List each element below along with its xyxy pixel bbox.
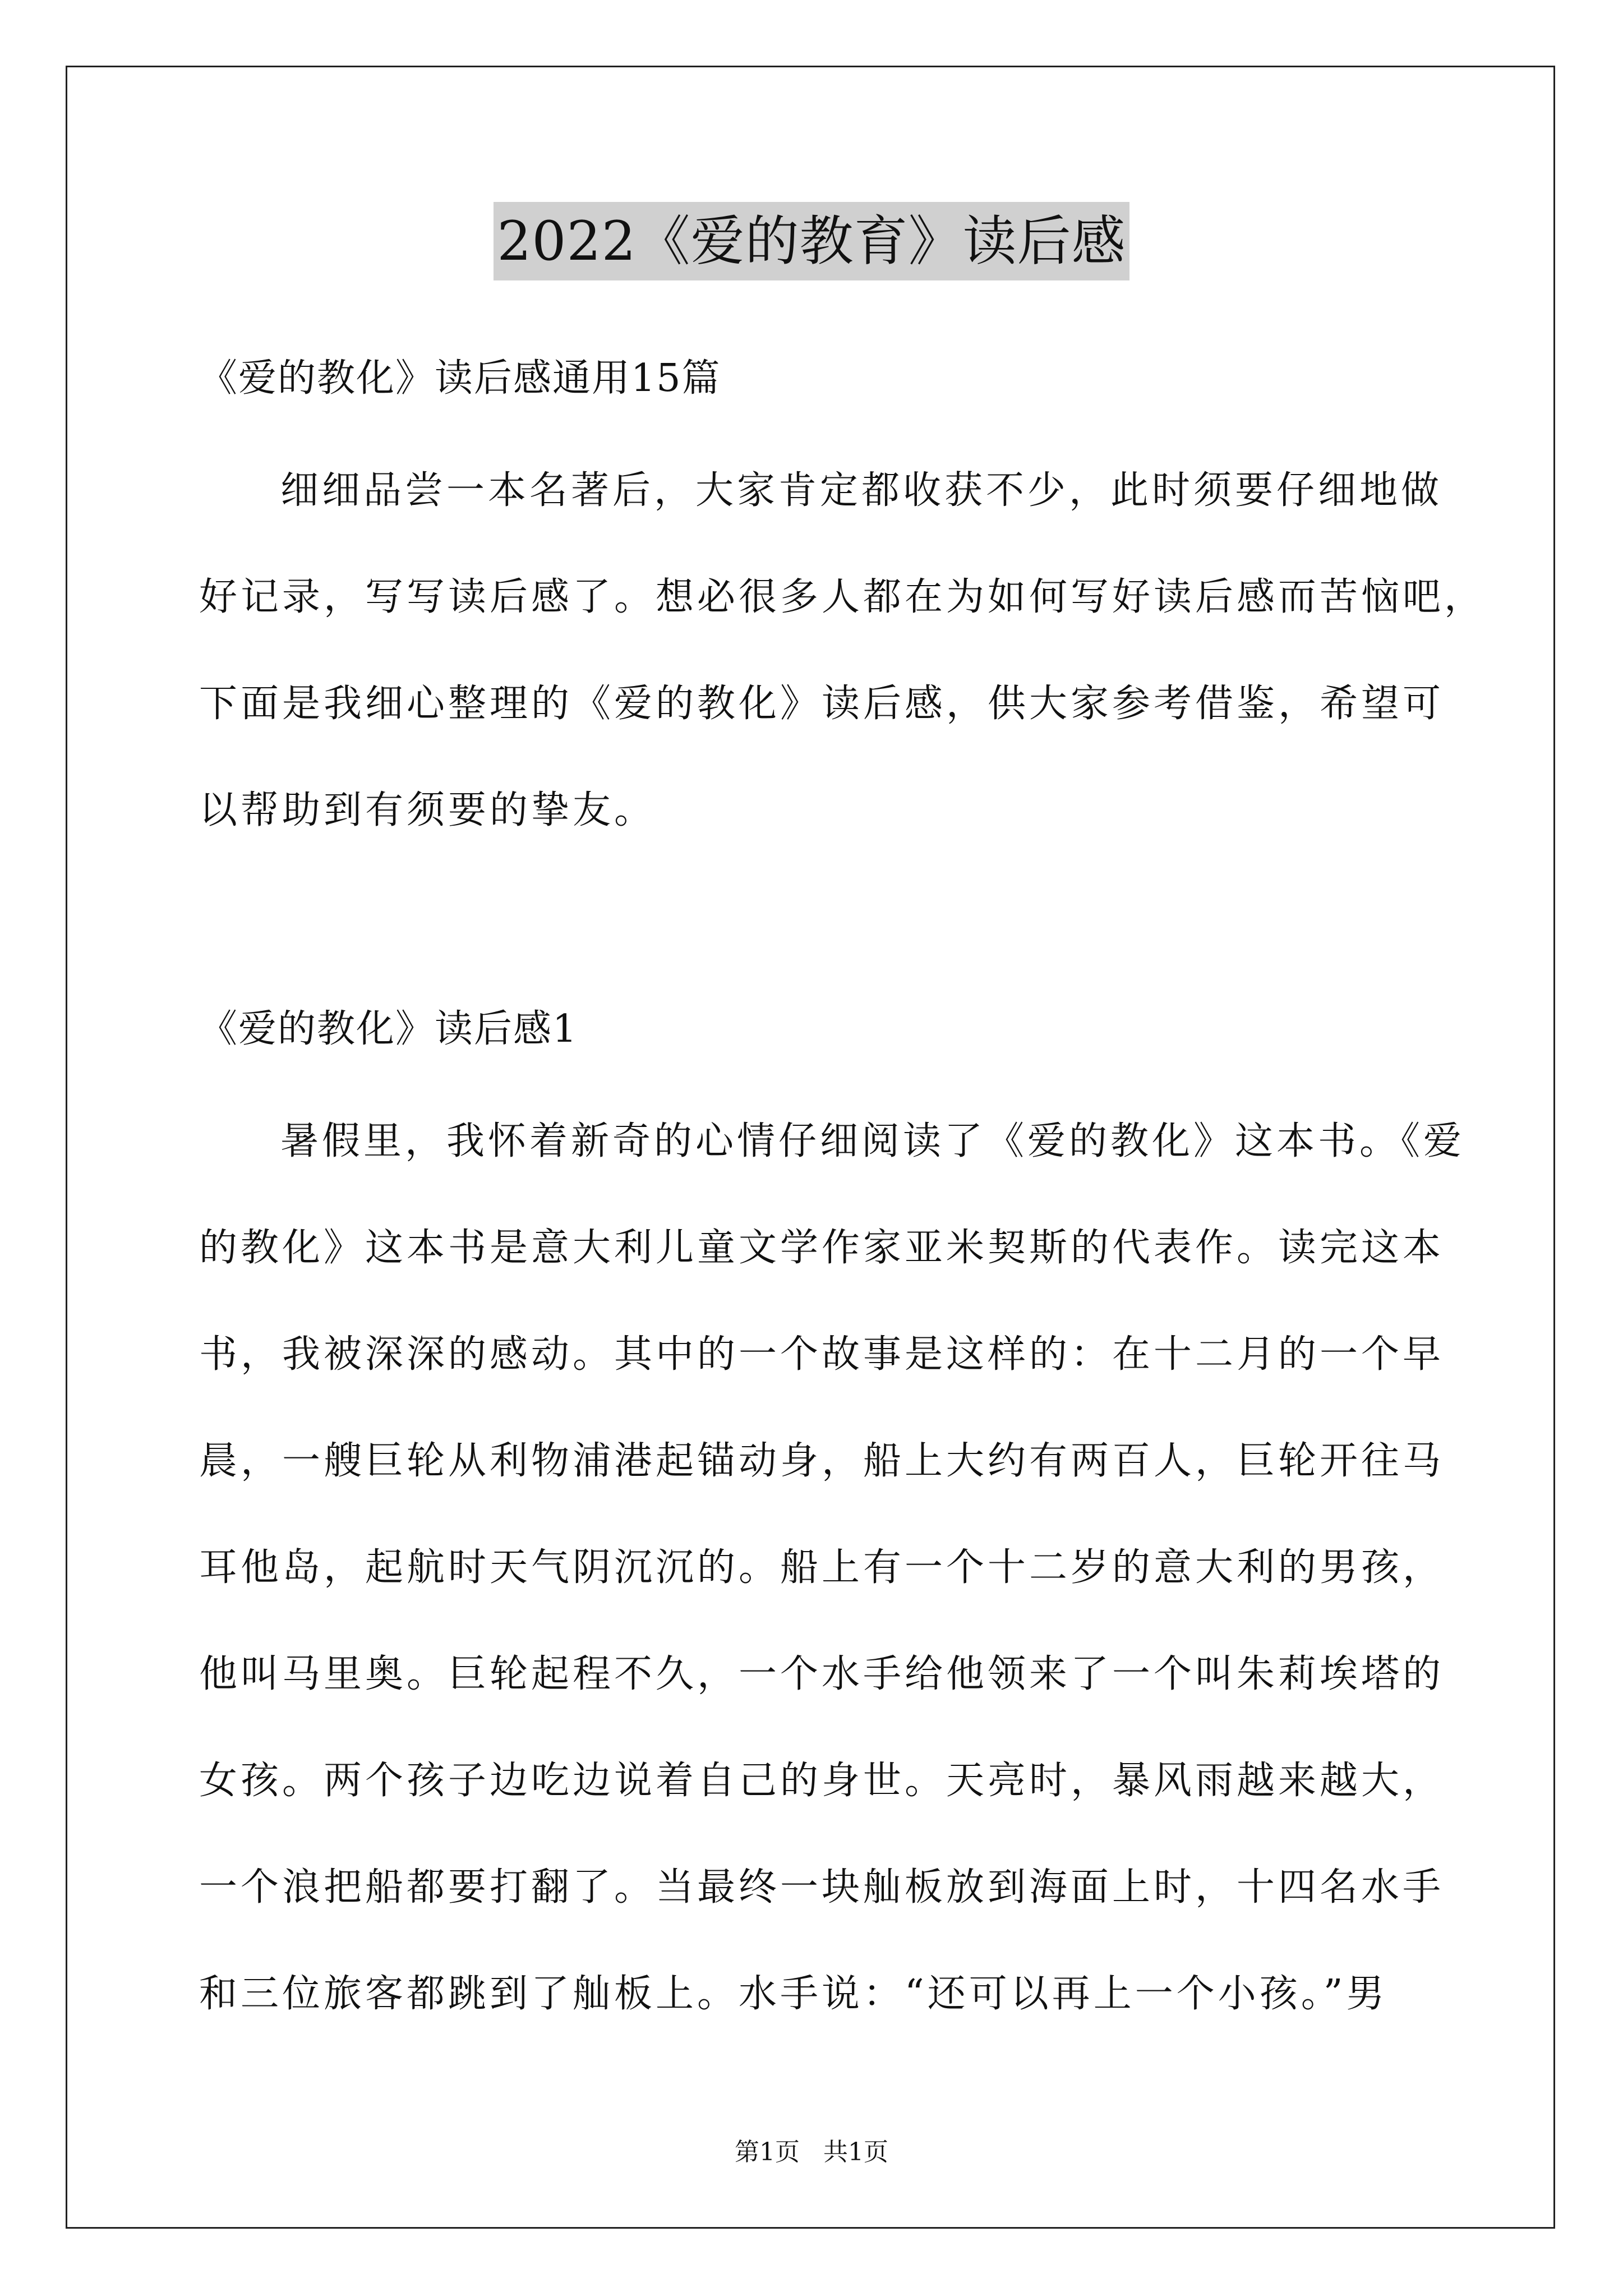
intro-line-2: 好记录，写写读后感了。想必很多人都在为如何写好读后感而苦恼吧， [199,575,1486,619]
body-line-1: 暑假里，我怀着新奇的心情仔细阅读了《爱的教化》这本书。《爱 [280,1119,1465,1163]
body-line-3: 书，我被深深的感动。其中的一个故事是这样的：在十二月的一个早 [199,1332,1445,1377]
body-line-6: 他叫马里奥。巨轮起程不久，一个水手给他领来了一个叫朱莉埃塔的 [199,1652,1445,1696]
page-number: 第1页 [735,2138,800,2166]
document-title: 2022《爱的教育》读后感 [494,202,1129,280]
body-line-8: 一个浪把船都要打翻了。当最终一块舢板放到海面上时，十四名水手 [199,1865,1445,1910]
page-footer [0,2132,1623,2168]
title-container [0,202,1623,280]
intro-line-1: 细细品尝一本名著后，大家肯定都收获不少，此时须要仔细地做 [280,468,1443,513]
section-heading: 《爱的教化》读后感1 [199,1007,578,1051]
page-total: 共1页 [823,2138,888,2166]
intro-line-3: 下面是我细心整理的《爱的教化》读后感，供大家参考借鉴，希望可 [199,682,1445,726]
body-line-2: 的教化》这本书是意大利儿童文学作家亚米契斯的代表作。读完这本 [199,1226,1445,1270]
body-line-5: 耳他岛，起航时天气阴沉沉的。船上有一个十二岁的意大利的男孩， [199,1545,1445,1590]
intro-line-4: 以帮助到有须要的挚友。 [199,788,656,832]
body-line-4: 晨，一艘巨轮从利物浦港起锚动身，船上大约有两百人，巨轮开往马 [199,1439,1445,1483]
document-subtitle: 《爱的教化》读后感通用15篇 [199,356,721,401]
body-line-9: 和三位旅客都跳到了舢板上。水手说：“还可以再上一个小孩。”男 [199,1972,1388,2016]
body-line-7: 女孩。两个孩子边吃边说着自己的身世。天亮时，暴风雨越来越大， [199,1759,1445,1803]
